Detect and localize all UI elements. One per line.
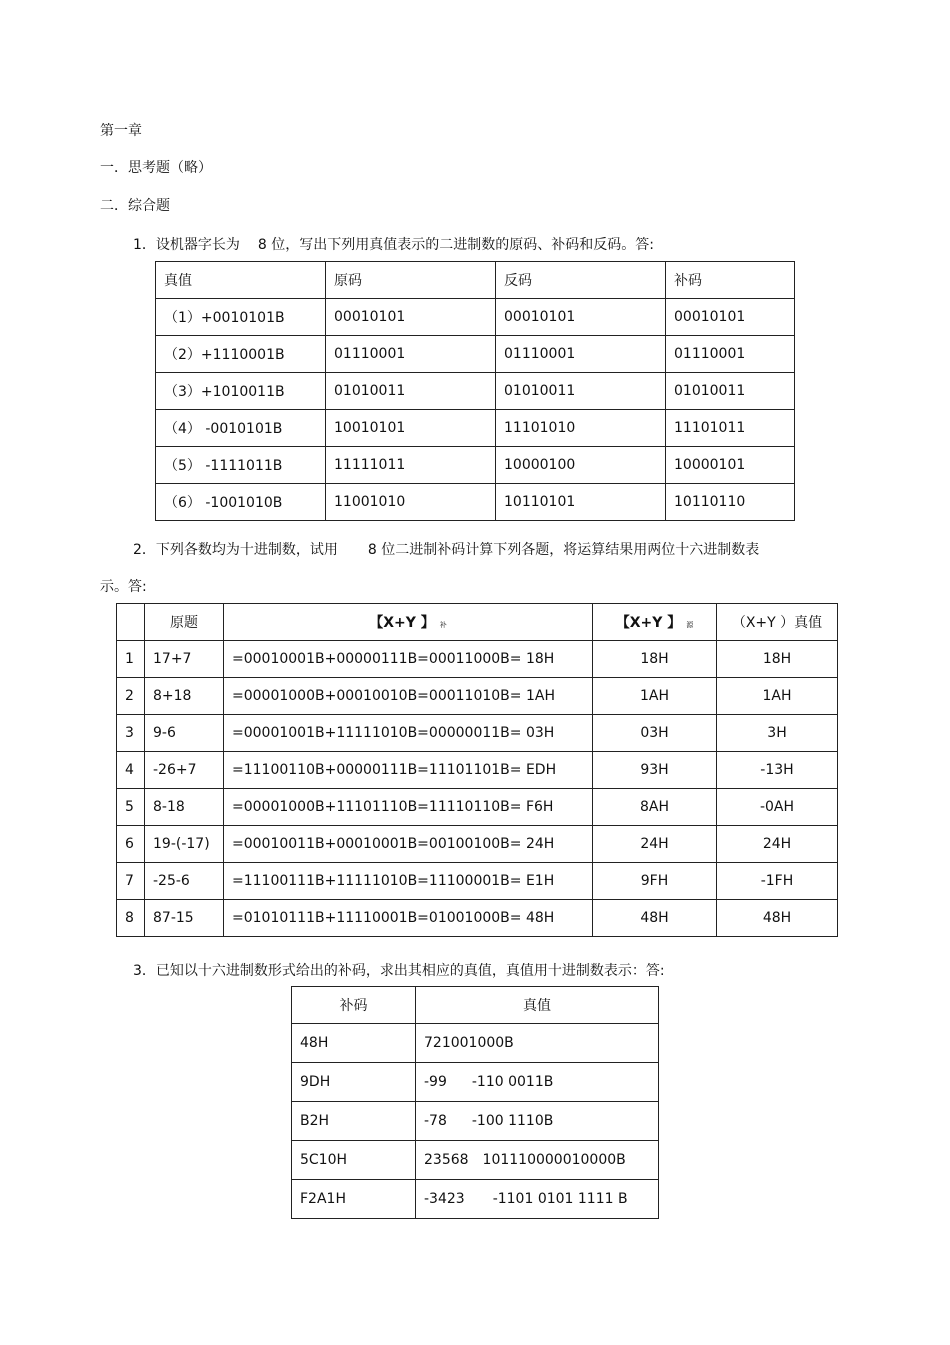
q3-value-binary: -100 1110B: [471, 1113, 554, 1129]
table-header-row: [117, 604, 838, 641]
q3-cell-value: [416, 1141, 659, 1180]
q3-prompt: 3．已知以十六进制数形式给出的补码，求出其相应的真值，真值用十进制数表示：答:: [133, 963, 665, 979]
table-row: [117, 789, 838, 826]
q2-cell-index: 3: [117, 715, 145, 752]
q1-prompt-bits: 8 位，写出下列用真值表示的二进制数的原码、补码和反码。答:: [257, 237, 654, 253]
q2-cell-expression: -26+7: [145, 752, 224, 789]
q2-cell-calculation: =00001000B+11101110B=11110110B= F6H: [224, 789, 593, 826]
q2-cell-index: 4: [117, 752, 145, 789]
q2-cell-true-value: 1AH: [717, 678, 838, 715]
q2-prompt-bits: 8 位二进制补码计算下列各题，将运算结果用两位十六进制数表: [367, 542, 760, 558]
q3-value-decimal: 23568: [424, 1152, 469, 1168]
q3-cell-code: B2H: [292, 1102, 416, 1141]
table-row: [156, 336, 795, 373]
q3-value-binary: -1101 0101 1111 B: [492, 1191, 628, 1207]
q1-cell: 00010101: [666, 299, 795, 336]
q2-cell-index: 7: [117, 863, 145, 900]
q2-cell-expression: 9-6: [145, 715, 224, 752]
q3-value-decimal: -78: [424, 1113, 447, 1129]
table-row: [117, 678, 838, 715]
q3-value-decimal: -3423: [424, 1191, 465, 1207]
q2-cell-calculation: =11100110B+00000111B=11101101B= EDH: [224, 752, 593, 789]
q3-header-true-value: 真值: [416, 987, 659, 1024]
q2-prompt-pre: 2．下列各数均为十进制数，试用: [133, 542, 338, 558]
q3-table: [291, 986, 659, 1219]
q1-cell: （3）+1010011B: [156, 373, 326, 410]
q2-cell-index: 1: [117, 641, 145, 678]
table-row: [156, 447, 795, 484]
q2-cell-expression: 19-(-17): [145, 826, 224, 863]
q1-cell: 10000101: [666, 447, 795, 484]
q1-cell: 11101011: [666, 410, 795, 447]
q2-cell-source: 8AH: [593, 789, 717, 826]
q3-header-complement: 补码: [292, 987, 416, 1024]
q2-cell-source: 24H: [593, 826, 717, 863]
q2-cell-calculation: =00001000B+00010010B=00011010B= 1AH: [224, 678, 593, 715]
q1-cell: （1）+0010101B: [156, 299, 326, 336]
q2-header-true-value: （X+Y ）真值: [717, 604, 838, 641]
q2-cell-calculation: =00010001B+00000111B=00011000B= 18H: [224, 641, 593, 678]
table-row: [156, 373, 795, 410]
table-row: [292, 1063, 659, 1102]
q2-cell-true-value: 3H: [717, 715, 838, 752]
q2-header-sum-complement: [224, 604, 593, 641]
q2-prompt-continuation: 示。答:: [100, 579, 147, 595]
q3-cell-value: [416, 1180, 659, 1219]
q2-cell-true-value: 48H: [717, 900, 838, 937]
table-row: [117, 900, 838, 937]
q1-header-true-value: 真值: [156, 262, 326, 299]
q1-prompt-pre: 1．设机器字长为: [133, 237, 240, 253]
q2-cell-true-value: -1FH: [717, 863, 838, 900]
q2-header-sum-source: [593, 604, 717, 641]
table-row: [117, 715, 838, 752]
q1-header-sign-magnitude: 原码: [326, 262, 496, 299]
q1-cell: 00010101: [496, 299, 666, 336]
q2-header-original: 原题: [145, 604, 224, 641]
q1-cell: （2）+1110001B: [156, 336, 326, 373]
q1-cell: 00010101: [326, 299, 496, 336]
table-row: [292, 1024, 659, 1063]
q2-header-sum-source-sub: 源: [686, 621, 694, 629]
q2-cell-true-value: -13H: [717, 752, 838, 789]
q2-cell-index: 6: [117, 826, 145, 863]
q1-header-twos-complement: 补码: [666, 262, 795, 299]
table-row: [292, 1141, 659, 1180]
table-row: [117, 641, 838, 678]
table-row: [156, 299, 795, 336]
q3-cell-code: 9DH: [292, 1063, 416, 1102]
q3-cell-code: F2A1H: [292, 1180, 416, 1219]
q2-cell-expression: -25-6: [145, 863, 224, 900]
q2-cell-source: 9FH: [593, 863, 717, 900]
q1-cell: 01110001: [326, 336, 496, 373]
q2-cell-true-value: -0AH: [717, 789, 838, 826]
q1-cell: 10000100: [496, 447, 666, 484]
section-comprehensive-questions: 二．综合题: [100, 198, 170, 214]
q1-cell: 10010101: [326, 410, 496, 447]
q3-value-decimal: -99: [424, 1074, 447, 1090]
table-row: [156, 484, 795, 521]
q1-cell: 01010011: [496, 373, 666, 410]
q3-cell-code: 48H: [292, 1024, 416, 1063]
q2-cell-source: 93H: [593, 752, 717, 789]
q3-cell-value: [416, 1102, 659, 1141]
q2-cell-expression: 17+7: [145, 641, 224, 678]
section-thinking-questions: 一．思考题（略）: [100, 160, 212, 176]
q3-value-binary: 101110000010000B: [482, 1152, 626, 1168]
q1-cell: 01110001: [496, 336, 666, 373]
table-row: [292, 1102, 659, 1141]
q2-cell-source: 48H: [593, 900, 717, 937]
q2-header-sum-complement-main: 【X+Y 】: [369, 615, 435, 631]
q2-cell-index: 5: [117, 789, 145, 826]
q2-prompt: [133, 539, 759, 559]
table-row: [292, 1180, 659, 1219]
table-row: [117, 826, 838, 863]
table-row: [117, 752, 838, 789]
q1-table: [155, 261, 795, 521]
q2-cell-calculation: =01010111B+11110001B=01001000B= 48H: [224, 900, 593, 937]
chapter-title: 第一章: [100, 123, 142, 139]
q2-cell-source: 18H: [593, 641, 717, 678]
table-header-row: [156, 262, 795, 299]
table-row: [156, 410, 795, 447]
q1-cell: 01010011: [326, 373, 496, 410]
q3-cell-value: [416, 1063, 659, 1102]
q3-cell-code: 5C10H: [292, 1141, 416, 1180]
q2-header-sum-source-main: 【X+Y 】: [615, 615, 682, 631]
q3-value-decimal: 721001000B: [424, 1035, 514, 1051]
q1-cell: 10110101: [496, 484, 666, 521]
table-header-row: [292, 987, 659, 1024]
q1-header-ones-complement: 反码: [496, 262, 666, 299]
q2-cell-expression: 8-18: [145, 789, 224, 826]
q1-cell: （5） -1111011B: [156, 447, 326, 484]
q2-cell-expression: 8+18: [145, 678, 224, 715]
q1-prompt: [133, 234, 654, 254]
q1-cell: 11101010: [496, 410, 666, 447]
q1-cell: 11001010: [326, 484, 496, 521]
q3-cell-value: [416, 1024, 659, 1063]
table-row: [117, 863, 838, 900]
q2-cell-calculation: =00001001B+11111010B=00000011B= 03H: [224, 715, 593, 752]
q2-header-sum-complement-sub: 补: [439, 621, 447, 629]
q1-cell: 11111011: [326, 447, 496, 484]
q3-value-binary: -110 0011B: [471, 1074, 554, 1090]
q2-cell-source: 03H: [593, 715, 717, 752]
q2-cell-index: 8: [117, 900, 145, 937]
q2-cell-expression: 87-15: [145, 900, 224, 937]
q1-cell: （6） -1001010B: [156, 484, 326, 521]
q1-cell: （4） -0010101B: [156, 410, 326, 447]
q2-cell-calculation: =11100111B+11111010B=11100001B= E1H: [224, 863, 593, 900]
q2-table: [116, 603, 838, 937]
q1-cell: 01010011: [666, 373, 795, 410]
q2-cell-calculation: =00010011B+00010001B=00100100B= 24H: [224, 826, 593, 863]
q1-cell: 01110001: [666, 336, 795, 373]
q1-cell: 10110110: [666, 484, 795, 521]
q2-cell-index: 2: [117, 678, 145, 715]
q2-cell-source: 1AH: [593, 678, 717, 715]
q2-cell-true-value: 18H: [717, 641, 838, 678]
q2-header-index: [117, 604, 145, 641]
q2-cell-true-value: 24H: [717, 826, 838, 863]
